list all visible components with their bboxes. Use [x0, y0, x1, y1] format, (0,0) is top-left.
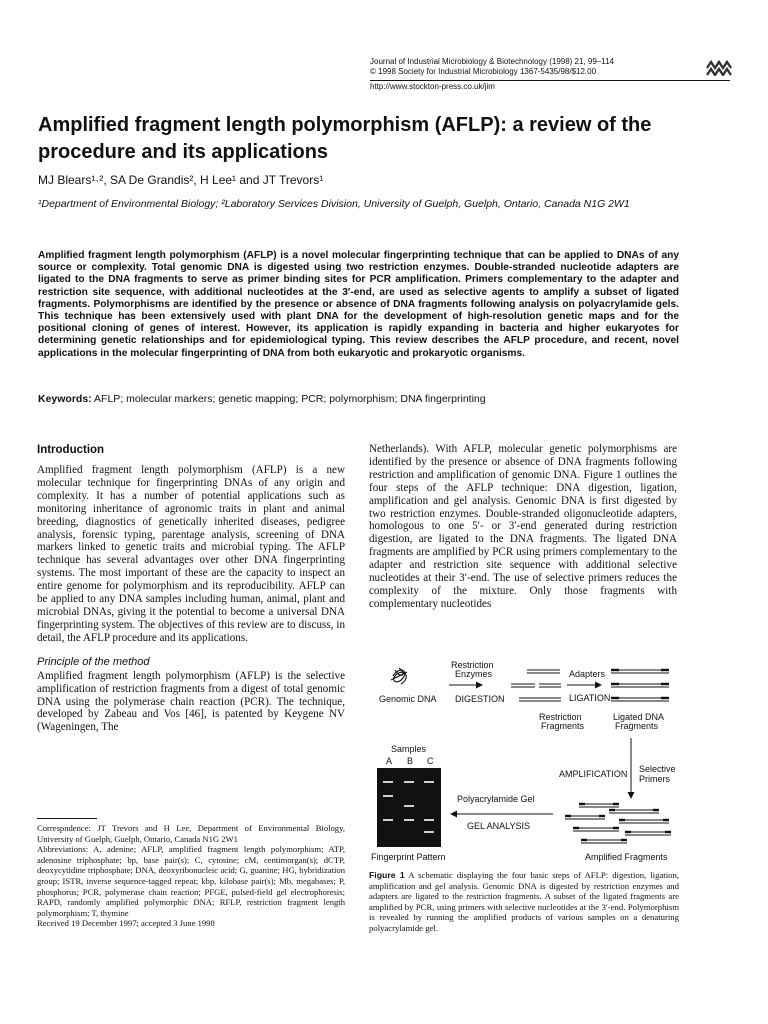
section-heading-introduction: Introduction	[37, 444, 105, 456]
label-gel-analysis: GEL ANALYSIS	[467, 821, 531, 831]
figure-caption	[369, 870, 679, 934]
label-amplified-fragments: Amplified Fragments	[585, 852, 668, 862]
gel-image	[377, 768, 441, 847]
label-adapters: Adapters	[569, 669, 606, 679]
genomic-dna-icon	[391, 668, 407, 684]
lane-label-a: A	[386, 756, 393, 766]
label-selective-primers-1: Selective	[639, 764, 676, 774]
label-polyacrylamide-gel: Polyacrylamide Gel	[457, 794, 535, 804]
article-title: Amplified fragment length polymorphism (AFLP): a review of the procedure and its applications	[38, 114, 652, 163]
journal-citation: Journal of Industrial Microbiology & Biotechnology (1998) 21, 99–114	[370, 57, 614, 66]
label-ligated-fragments-1: Ligated DNA	[613, 712, 665, 722]
left-column	[37, 443, 345, 734]
lane-label-c: C	[427, 756, 434, 766]
label-ligation: LIGATION	[569, 693, 611, 703]
label-genomic-dna: Genomic DNA	[379, 694, 437, 704]
keywords-label: Keywords:	[38, 393, 92, 405]
label-restriction-fragments-2: Fragments	[541, 721, 585, 731]
footnote-rule	[37, 818, 97, 819]
label-fingerprint-pattern: Fingerprint Pattern	[371, 852, 446, 862]
footnotes	[37, 823, 345, 929]
amplified-fragments-icon	[565, 804, 671, 843]
right-column	[369, 443, 677, 611]
subsection-heading-principle: Principle of the method	[37, 655, 150, 668]
label-restriction-fragments-1: Restriction	[539, 712, 582, 722]
correspondence-note: Correspndence: JT Trevors and H Lee, Department of Environmental Biology, University of Guelph, Guelph, Ontario, Canada N1G 2W1	[37, 823, 345, 844]
label-samples: Samples	[391, 744, 427, 754]
abstract: Amplified fragment length polymorphism (AFLP) is a novel molecular fingerprinting technique that can be applied to DNAs of any source or complexity. Total genomic DNA is digested using two restriction enzymes. Double-stranded nucleotide adapters are ligated to the DNA fragments to serve as primer binding sites for PCR amplification. Primers complementary to the adapter and restriction site sequence, with additional nucleotides at the 3′-end, are used as selective agents to amplify a subset of ligated fragments. Polymorphisms are identified by the presence or absence of DNA fragments following analysis on polyacrylamide gels. This technique has been extensively used with plant DNA for the development of high-resolution genetic maps and for the positional cloning of genes of interest. However, its application is rapidly expanding in bacteria and higher eukaryotes for determining genetic relationships and for epidemiological typing. This review describes the AFLP procedure, and recent, novel applications in the molecular fingerprinting of DNA from both eukaryotic and prokaryotic organisms.	[38, 250, 679, 359]
label-restriction-enzymes-2: Enzymes	[455, 669, 493, 679]
lane-label-b: B	[407, 756, 414, 766]
keywords	[38, 393, 486, 406]
right-column-paragraph: Netherlands). With AFLP, molecular genetic polymorphisms are identified by the presence or absence of DNA fragments following restriction and amplification of genomic DNA. Figure 1 outlines the four steps of the AFLP technique: DNA digestion, ligation, amplification and gel analysis. Genomic DNA is first digested by two restriction enzymes. Double-stranded oligonucleotide adapters, homologous to one 5′- or 3′-end generated during restriction digestion, are ligated to the DNA fragments. The ligated DNA fragments are amplified by PCR using primers complementary to the adapter and restriction site sequence with additional selective nucleotides at their 3′-end. The use of selective primers reduces the complexity of the mixture. Only those fragments with complementary nucleotides	[369, 443, 677, 610]
principle-paragraph: Amplified fragment length polymorphism (AFLP) is the selective amplification of restriction fragments from a digest of total genomic DNA using the polymerase chain reaction (PCR). The technique, developed by Zabeau and Vos [46], is patented by Keygene NV (Wageningen, The	[37, 669, 345, 734]
figure-aflp-schematic	[369, 654, 679, 866]
journal-url[interactable]: http://www.stockton-press.co.uk/jim	[370, 82, 495, 91]
figure-caption-text: A schematic displaying the four basic steps of AFLP: digestion, ligation, amplification and gel analysis. Genomic DNA is digested by restriction enzymes and adapters are ligated to the restriction fragments. A subset of the ligated fragments are amplified by PCR, using primers with selective nucleotides at the 3′-end. Polymorphism is revealed by running the amplified products of various samples on a denaturing polyacrylamide gel.	[369, 870, 679, 933]
label-amplification: AMPLIFICATION	[559, 769, 628, 779]
author-affiliation: ¹Department of Environmental Biology; ²Laboratory Services Division, University of Guelph, Guelph, Ontario, Canada N1G 2W1	[38, 198, 630, 210]
keywords-text: AFLP; molecular markers; genetic mapping; PCR; polymorphism; DNA fingerprinting	[94, 393, 486, 405]
restriction-fragments-icon	[511, 670, 561, 701]
received-date: Received 19 December 1997; accepted 3 June 1998	[37, 918, 215, 929]
label-ligated-fragments-2: Fragments	[615, 721, 659, 731]
introduction-paragraph: Amplified fragment length polymorphism (AFLP) is a new molecular technique for fingerprinting DNAs of any origin and complexity. It has a number of potential applications such as monitoring inheritance of agronomic traits in plant and animal breeding, diagnostics of genetically inherited diseases, pedigree analysis, forensic typing, parentage analysis, screening of DNA markers linked to genetic traits and microbial typing. The AFLP technique has several advantages over other DNA fingerprinting systems. The most important of these are the capacity to inspect an entire genome for polymorphism and its reproducibility. AFLP can be applied to any DNA samples including human, animal, plant and microbial DNAs, giving it the potential to become a universal DNA fingerprinting system. The objectives of this review are to discuss, in detail, the AFLP procedure and its applications.	[37, 464, 345, 644]
ligated-fragments-icon	[611, 670, 669, 701]
label-selective-primers-2: Primers	[639, 774, 670, 784]
figure-caption-label: Figure 1	[369, 870, 405, 880]
label-digestion: DIGESTION	[455, 694, 505, 704]
publisher-logo-icon	[706, 60, 732, 76]
header-rule	[370, 80, 730, 81]
abbreviations-note: Abbreviations: A, adenine; AFLP, amplified fragment length polymorphism; ATP, adenosine triphosphate; bp, base pair(s); C, cytosine; cM, centimorgan(s); dCTP, deoxycytidine triphosphate; DNA, deoxyribonucleic acid; G, guanine; HG, hybridization group; ISTR, inverse sequence-tagged repeat; kbp, kilobase pair(s); Mb, megabases; P, phosphorus; PCR, polymerase chain reaction; PFGE, pulsed-field gel electrophoresis; RAPD, randomly amplified polymorphic DNA; RFLP, restriction fragment length polymorphism; T, thymine	[37, 844, 345, 918]
copyright-line: © 1998 Society for Industrial Microbiology 1367-5435/98/$12.00	[370, 67, 597, 76]
label-restriction-enzymes-1: Restriction	[451, 660, 494, 670]
author-list: MJ Blears¹·², SA De Grandis², H Lee¹ and JT Trevors¹	[38, 173, 324, 187]
